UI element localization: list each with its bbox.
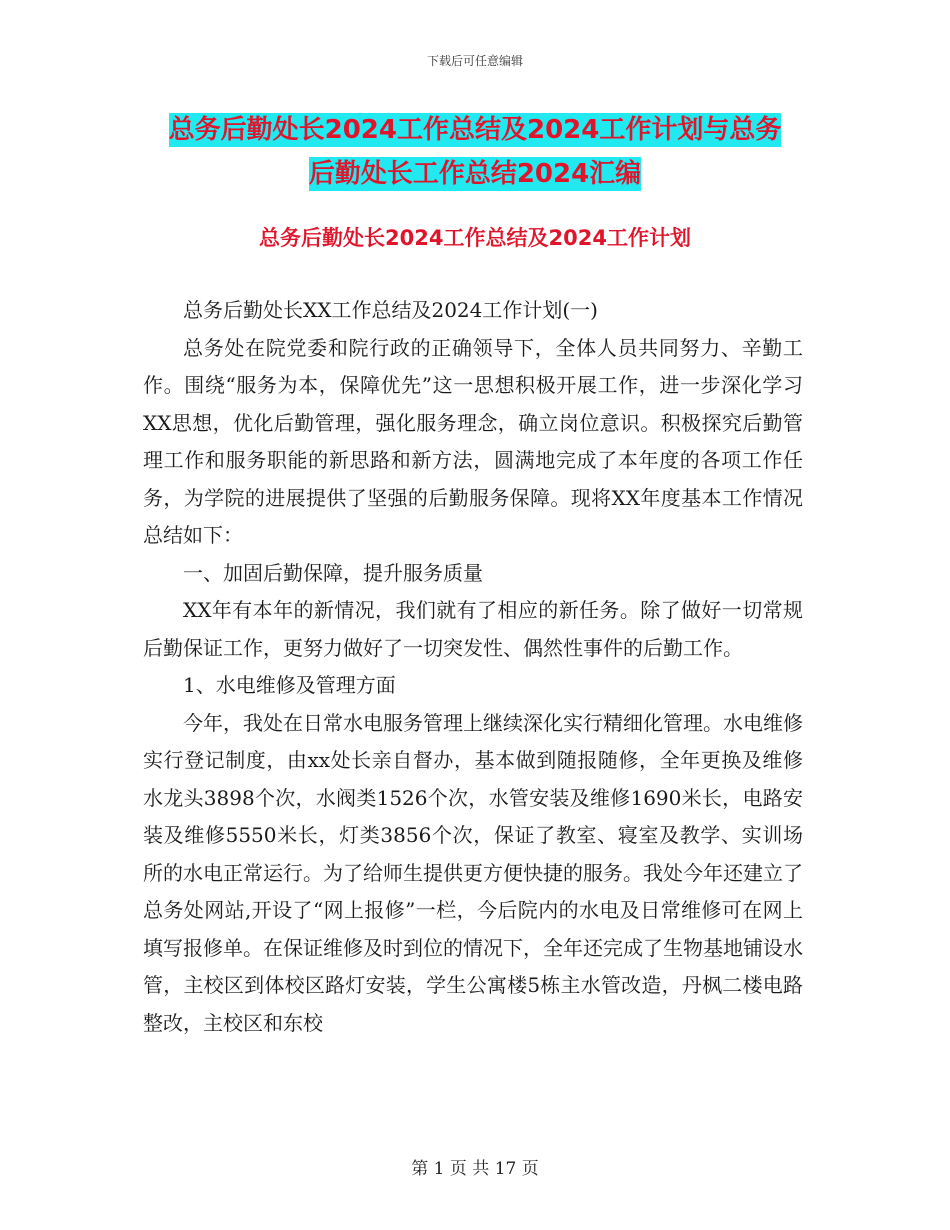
paragraph: 总务处在院党委和院行政的正确领导下，全体人员共同努力、辛勤工作。围绕“服务为本，保障优先”这一思想积极开展工作，进一步深化学习XX思想，优化后勤管理，强化服务理念，确立岗位意识。积极探究后勤管理工作和服务职能的新思路和新方法，圆满地完成了本年度的各项工作任务，为学院的进展提供了坚强的后勤服务保障。现将XX年度基本工作情况总结如下： — [143, 335, 803, 547]
paragraph: 一、加固后勤保障，提升服务质量 — [183, 560, 483, 585]
page-number: 第 1 页 共 17 页 — [411, 1159, 539, 1179]
section-title: 总务后勤处长2024工作总结及2024工作计划 — [259, 226, 691, 250]
title-line-1: 总务后勤处长2024工作总结及2024工作计划与总务 — [168, 115, 782, 145]
paragraph: 1、水电维修及管理方面 — [183, 673, 396, 697]
header-note: 下载后可任意编辑 — [426, 54, 523, 68]
document-title — [140, 108, 810, 196]
paragraph: 总务后勤处长XX工作总结及2024工作计划(一) — [183, 298, 598, 322]
title-line-2: 后勤处长工作总结2024汇编 — [308, 159, 642, 189]
paragraph: XX年有本年的新情况，我们就有了相应的新任务。除了做好一切常规后勤保证工作，更努力做好了一切突发性、偶然性事件的后勤工作。 — [143, 598, 803, 660]
paragraph: 今年，我处在日常水电服务管理上继续深化实行精细化管理。水电维修实行登记制度，由xx处长亲自督办，基本做到随报随修，全年更换及维修水龙头3898个次，水阀类1526个次，水管安装及维修1690米长，电路安装及维修5550米长，灯类3856个次，保证了教室、寝室及教学、实训场所的水电正常运行。为了给师生提供更方便快捷的服务。我处今年还建立了总务处网站,开设了“网上报修”一栏，今后院内的水电及日常维修可在网上填写报修单。在保证维修及时到位的情况下，全年还完成了生物基地铺设水管，主校区到体校区路灯安装，学生公寓楼5栋主水管改造，丹枫二楼电路整改，主校区和东校 — [143, 710, 803, 1035]
document-body — [143, 292, 803, 1042]
